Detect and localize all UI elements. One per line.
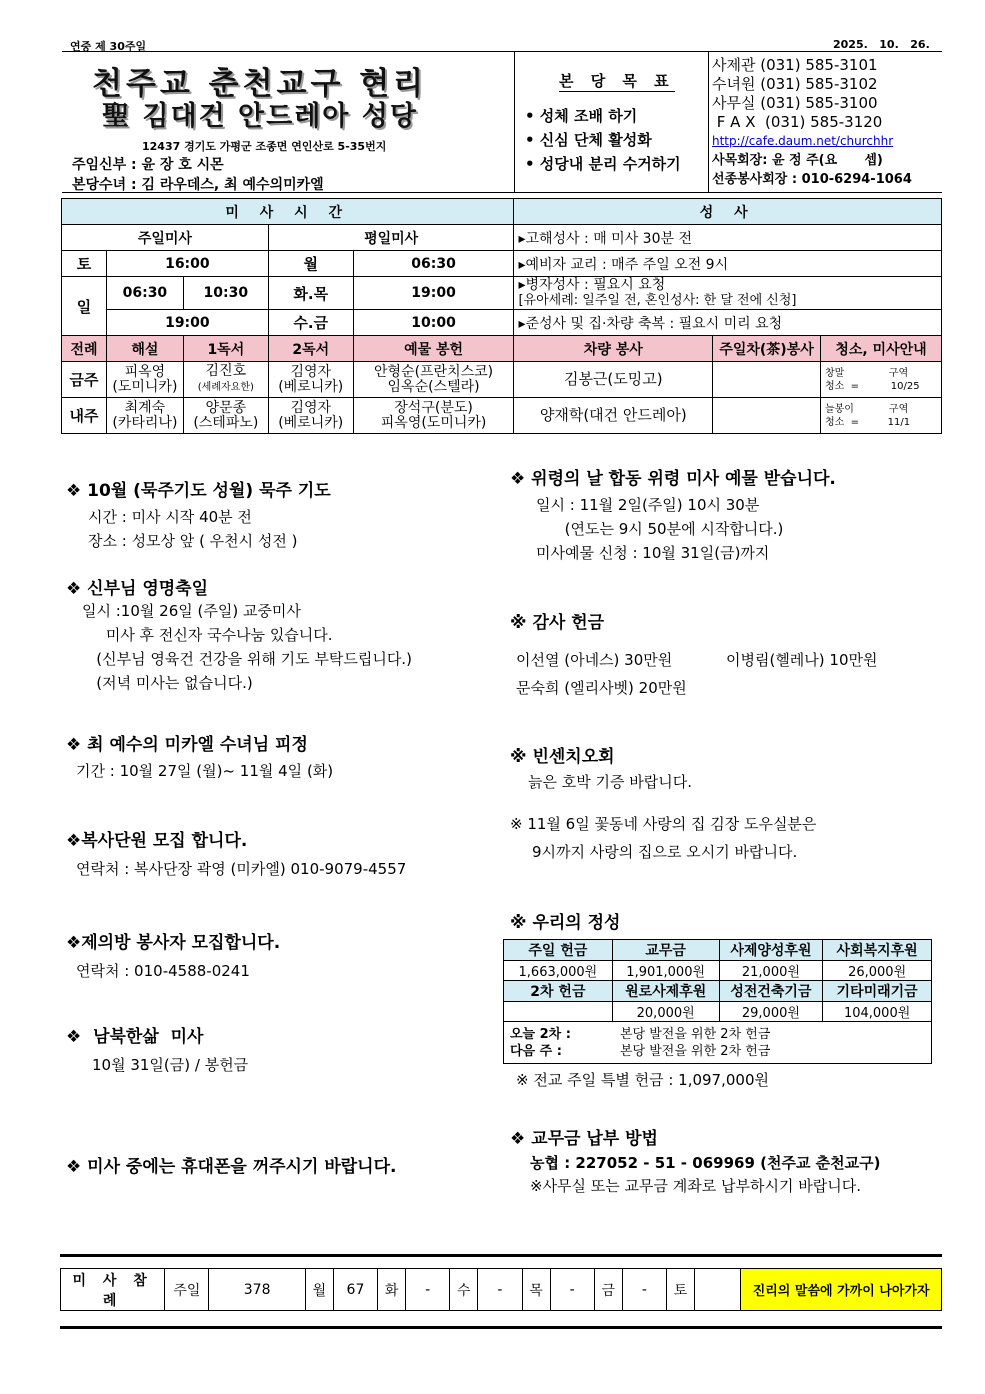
nuns: 본당수녀 : 김 라우데스, 최 예수의미카엘 bbox=[72, 177, 324, 193]
day-sun: 일 bbox=[62, 277, 107, 336]
vincent-title: ※ 빈센치오회 bbox=[510, 747, 615, 767]
baptismal-name: (스테파노) bbox=[193, 414, 259, 431]
baptismal-name: (세례자요한) bbox=[197, 382, 254, 393]
cleaning-area: 창말 구역 bbox=[824, 367, 909, 379]
attendance-count: - bbox=[622, 1269, 666, 1311]
day-sat: 토 bbox=[62, 251, 107, 277]
memorial-line: 일시 : 11월 2일(주일) 10시 30분 bbox=[536, 496, 760, 514]
attendance-day: 목 bbox=[522, 1269, 550, 1311]
tue-thu-time: 19:00 bbox=[353, 277, 514, 310]
attendance-day: 수 bbox=[450, 1269, 478, 1311]
attendance-label: 미 사 참 례 bbox=[61, 1269, 165, 1311]
cleaning-date: 청소 = 11/1 bbox=[824, 416, 911, 428]
contact-line: F A X (031) 585-3120 bbox=[712, 113, 883, 131]
notice-line: (저녁 미사는 없습니다.) bbox=[82, 674, 253, 692]
offering-value: 1,663,000원 bbox=[504, 961, 613, 981]
next-2nd: 본당 발전을 위한 2차 헌금 bbox=[620, 1043, 771, 1059]
sacrament-sick bbox=[514, 277, 942, 310]
notice-rosary bbox=[66, 476, 331, 553]
contact-line: 사무실 (031) 585-3100 bbox=[712, 94, 878, 112]
attendance-table bbox=[60, 1268, 942, 1311]
payment-note: ※사무실 또는 교무금 계좌로 납부하시기 바랍니다. bbox=[530, 1177, 861, 1195]
this-week-label: 금주 bbox=[62, 362, 107, 398]
notice-sacristy bbox=[66, 928, 280, 983]
mass-time-header: 미 사 시 간 bbox=[62, 199, 514, 225]
contact-line: 사제관 (031) 585-3101 bbox=[712, 56, 878, 74]
sun-time-2: 10:30 bbox=[183, 277, 268, 310]
name: 피옥영(도미니카) bbox=[380, 414, 487, 431]
offering-value: 20,000원 bbox=[612, 1002, 719, 1022]
pastor: 주임신부 : 윤 장 호 시몬 bbox=[72, 157, 224, 173]
offering-value: 29,000원 bbox=[719, 1002, 823, 1022]
notice-altar-servers bbox=[66, 826, 406, 881]
attendance-day: 월 bbox=[305, 1269, 333, 1311]
weekday-mass-header: 평일미사 bbox=[268, 225, 514, 251]
offering-header: 사제양성후원 bbox=[719, 940, 823, 961]
footer-bottom-rule bbox=[60, 1326, 942, 1329]
parish-goals bbox=[514, 52, 709, 192]
motto: 진리의 말씀에 가까이 나아가자 bbox=[741, 1269, 942, 1311]
contact-line: 수녀원 (031) 585-3102 bbox=[712, 75, 878, 93]
notice-line: 장소 : 성모상 앞 ( 우천시 성전 ) bbox=[88, 532, 298, 550]
schedule-table bbox=[61, 198, 942, 434]
sun-time-1: 06:30 bbox=[106, 277, 183, 310]
payment-title: ❖ 교무금 납부 방법 bbox=[510, 1129, 658, 1149]
notice-line: 시간 : 미사 시작 40분 전 bbox=[88, 508, 252, 526]
offering-next-week bbox=[353, 398, 514, 434]
reading2-this-week bbox=[268, 362, 353, 398]
tea-next-week bbox=[713, 398, 821, 434]
baptismal-name: (카타리나) bbox=[112, 414, 178, 431]
notice-title: ❖ 신부님 영명축일 bbox=[66, 579, 209, 599]
role-header: 주일차(茶)봉사 bbox=[713, 336, 821, 362]
memorial-line: 미사예물 신청 : 10월 31일(금)까지 bbox=[536, 544, 770, 562]
tea-this-week bbox=[713, 362, 821, 398]
next-2nd-label: 다음 주 : bbox=[510, 1043, 562, 1059]
sacraments-header: 성 사 bbox=[514, 199, 942, 225]
role-header: 해설 bbox=[106, 336, 183, 362]
role-header: 예물 봉헌 bbox=[353, 336, 514, 362]
sacrament-catechumen: ▸예비자 교리 : 매주 주일 오전 9시 bbox=[514, 251, 942, 277]
sunday-mass-header: 주일미사 bbox=[62, 225, 269, 251]
mon-time: 06:30 bbox=[353, 251, 514, 277]
attendance-day: 화 bbox=[378, 1269, 406, 1311]
day-wed-fri: 수.금 bbox=[268, 310, 353, 336]
week-label: 연중 제 30주일 bbox=[70, 40, 147, 53]
name: 장석구(분도) bbox=[394, 399, 473, 416]
thanks-donor: 이선열 (아네스) 30만원 bbox=[516, 651, 673, 669]
notice-feast bbox=[66, 574, 412, 695]
day-mon: 월 bbox=[268, 251, 353, 277]
offering-header: 성전건축기금 bbox=[719, 981, 823, 1002]
role-header: 전례 bbox=[62, 336, 107, 362]
title-line2: 聖 김대건 안드레아 성당 bbox=[102, 101, 418, 132]
memorial-mass-title: ❖ 위령의 날 합동 위령 미사 예물 받습니다. bbox=[510, 469, 836, 489]
sacrament-blessing: ▸준성사 및 집·차량 축복 : 필요시 미리 요청 bbox=[514, 310, 942, 336]
sick-text: ▸병자성사 : 필요시 요청 bbox=[518, 277, 666, 293]
name: 김진호 bbox=[205, 363, 247, 379]
offering-title: ※ 우리의 정성 bbox=[510, 913, 621, 933]
volunteer-chair: 선종봉사회장 : 010-6294-1064 bbox=[712, 172, 912, 187]
baptismal-name: (베로니카) bbox=[278, 414, 344, 431]
attendance-count bbox=[695, 1269, 741, 1311]
offering-header: 기타미래기금 bbox=[823, 981, 932, 1002]
name: 안형순(프란치스코) bbox=[374, 363, 494, 380]
offering-header: 2차 헌금 bbox=[504, 981, 613, 1002]
attendance-count: - bbox=[406, 1269, 450, 1311]
cleaning-area: 늘봉이 구역 bbox=[824, 403, 909, 415]
title-line1: 천주교 춘천교구 현리 bbox=[92, 66, 428, 102]
wed-fri-time: 10:00 bbox=[353, 310, 514, 336]
notice-title: ❖ 최 예수의 미카엘 수녀님 피정 bbox=[66, 735, 308, 755]
offering-header: 원로사제후원 bbox=[612, 981, 719, 1002]
role-header: 차량 봉사 bbox=[514, 336, 713, 362]
bank-account: 농협 : 227052 - 51 - 069969 (천주교 춘천교구) bbox=[530, 1154, 881, 1172]
cleaning-next-week bbox=[820, 398, 941, 434]
today-2nd-label: 오늘 2차 : bbox=[510, 1026, 571, 1042]
cleaning-this-week bbox=[820, 362, 941, 398]
name: 김영자 bbox=[290, 363, 332, 380]
vehicle-this-week: 김봉근(도밍고) bbox=[514, 362, 713, 398]
baptismal-name: (도미니카) bbox=[112, 378, 178, 395]
thanks-offering-title: ※ 감사 헌금 bbox=[510, 613, 605, 633]
attendance-count: 378 bbox=[209, 1269, 305, 1311]
reading1-next-week bbox=[183, 398, 268, 434]
notice-title: ❖ 미사 중에는 휴대폰을 꺼주시기 바랍니다. bbox=[66, 1157, 397, 1177]
role-header: 1독서 bbox=[183, 336, 268, 362]
notice-line: 미사 후 전신자 국수나눔 있습니다. bbox=[82, 626, 333, 644]
kimjang-line: 9시까지 사랑의 집으로 오시기 바랍니다. bbox=[532, 843, 798, 861]
notice-line: 기간 : 10월 27일 (월)~ 11월 4일 (화) bbox=[76, 762, 334, 780]
notice-line: 일시 :10월 26일 (주일) 교중미사 bbox=[82, 602, 301, 620]
notice-line: 10월 31일(금) / 봉헌금 bbox=[92, 1056, 249, 1074]
day-tue-thu: 화.목 bbox=[268, 277, 353, 310]
name: 최계숙 bbox=[124, 399, 166, 416]
offering-value bbox=[504, 1002, 613, 1022]
cafe-link[interactable]: http://cafe.daum.net/churchhr bbox=[712, 134, 894, 148]
goal-item: • 성당내 분리 수거하기 bbox=[525, 155, 681, 173]
offering-this-week bbox=[353, 362, 514, 398]
baptism-marriage-text: [유아세례: 일주일 전, 혼인성사: 한 달 전에 신청] bbox=[518, 293, 797, 308]
vincent-line: 늙은 호박 기증 바랍니다. bbox=[528, 773, 692, 791]
name: 양문종 bbox=[205, 399, 247, 416]
goals-title: 본 당 목 표 bbox=[559, 72, 675, 90]
cleaning-date: 청소 = 10/25 bbox=[824, 380, 920, 392]
offering-header: 사회복지후원 bbox=[823, 940, 932, 961]
attendance-count: - bbox=[478, 1269, 522, 1311]
sun-time-3: 19:00 bbox=[106, 310, 268, 336]
commentary-next-week bbox=[106, 398, 183, 434]
offering-table bbox=[503, 939, 932, 1064]
attendance-day: 금 bbox=[594, 1269, 622, 1311]
notice-title: ❖ 남북한삶 미사 bbox=[66, 1027, 204, 1047]
goal-item: • 신심 단체 활성화 bbox=[525, 131, 652, 149]
thanks-donor: 문숙희 (엘리사벳) 20만원 bbox=[516, 679, 687, 697]
offering-value: 1,901,000원 bbox=[612, 961, 719, 981]
council-chair: 사목회장: 윤 정 주(요 셉) bbox=[712, 153, 883, 168]
today-2nd: 본당 발전을 위한 2차 헌금 bbox=[620, 1026, 771, 1042]
attendance-count: - bbox=[550, 1269, 594, 1311]
name: 임옥순(스텔라) bbox=[387, 378, 480, 395]
commentary-this-week bbox=[106, 362, 183, 398]
notice-title: ❖복사단원 모집 합니다. bbox=[66, 831, 248, 851]
right-notices bbox=[510, 464, 940, 933]
kimjang-line: ※ 11월 6일 꽃동네 사랑의 집 김장 도우실분은 bbox=[510, 815, 817, 833]
attendance-count: 67 bbox=[333, 1269, 377, 1311]
notice-title: ❖제의방 봉사자 모집합니다. bbox=[66, 933, 281, 953]
sat-time: 16:00 bbox=[106, 251, 268, 277]
bulletin-date: 2025. 10. 26. bbox=[833, 38, 930, 51]
notice-line: 연락처 : 010-4588-0241 bbox=[76, 962, 250, 980]
second-collection bbox=[504, 1022, 932, 1064]
parish-title-block bbox=[62, 52, 512, 192]
name: 피옥영 bbox=[124, 363, 166, 380]
memorial-line: (연도는 9시 50분에 시작합니다.) bbox=[536, 520, 784, 538]
attendance-day: 주일 bbox=[165, 1269, 209, 1311]
offering-value: 104,000원 bbox=[823, 1002, 932, 1022]
contact-block bbox=[712, 56, 942, 189]
next-week-label: 내주 bbox=[62, 398, 107, 434]
notice-retreat bbox=[66, 730, 333, 783]
special-offering: ※ 전교 주일 특별 헌금 : 1,097,000원 bbox=[516, 1071, 769, 1089]
offering-value: 21,000원 bbox=[719, 961, 823, 981]
notice-reunification bbox=[66, 1022, 248, 1077]
reading2-next-week bbox=[268, 398, 353, 434]
sacrament-confession: ▸고해성사 : 매 미사 30분 전 bbox=[514, 225, 942, 251]
attendance-day: 토 bbox=[666, 1269, 694, 1311]
address: 12437 경기도 가평군 조종면 연인산로 5-35번지 bbox=[142, 140, 387, 153]
notice-title: ❖ 10월 (묵주기도 성월) 묵주 기도 bbox=[66, 481, 331, 501]
reading1-this-week bbox=[183, 362, 268, 398]
vehicle-next-week: 양재학(대건 안드레아) bbox=[514, 398, 713, 434]
role-header: 2독서 bbox=[268, 336, 353, 362]
notice-line: 연락처 : 복사단장 곽영 (미카엘) 010-9079-4557 bbox=[76, 860, 407, 878]
footer-rule bbox=[60, 1254, 942, 1257]
role-header: 청소, 미사안내 bbox=[820, 336, 941, 362]
notice-phones bbox=[66, 1152, 396, 1177]
name: 김영자 bbox=[290, 399, 332, 416]
offering-header: 주일 헌금 bbox=[504, 940, 613, 961]
notice-line: (신부님 영육건 건강을 위해 기도 부탁드립니다.) bbox=[82, 650, 412, 668]
baptismal-name: (베로니카) bbox=[278, 378, 344, 395]
offering-value: 26,000원 bbox=[823, 961, 932, 981]
offering-header: 교무금 bbox=[612, 940, 719, 961]
thanks-donor: 이병림(헬레나) 10만원 bbox=[726, 651, 878, 669]
goal-item: • 성체 조배 하기 bbox=[525, 107, 638, 125]
